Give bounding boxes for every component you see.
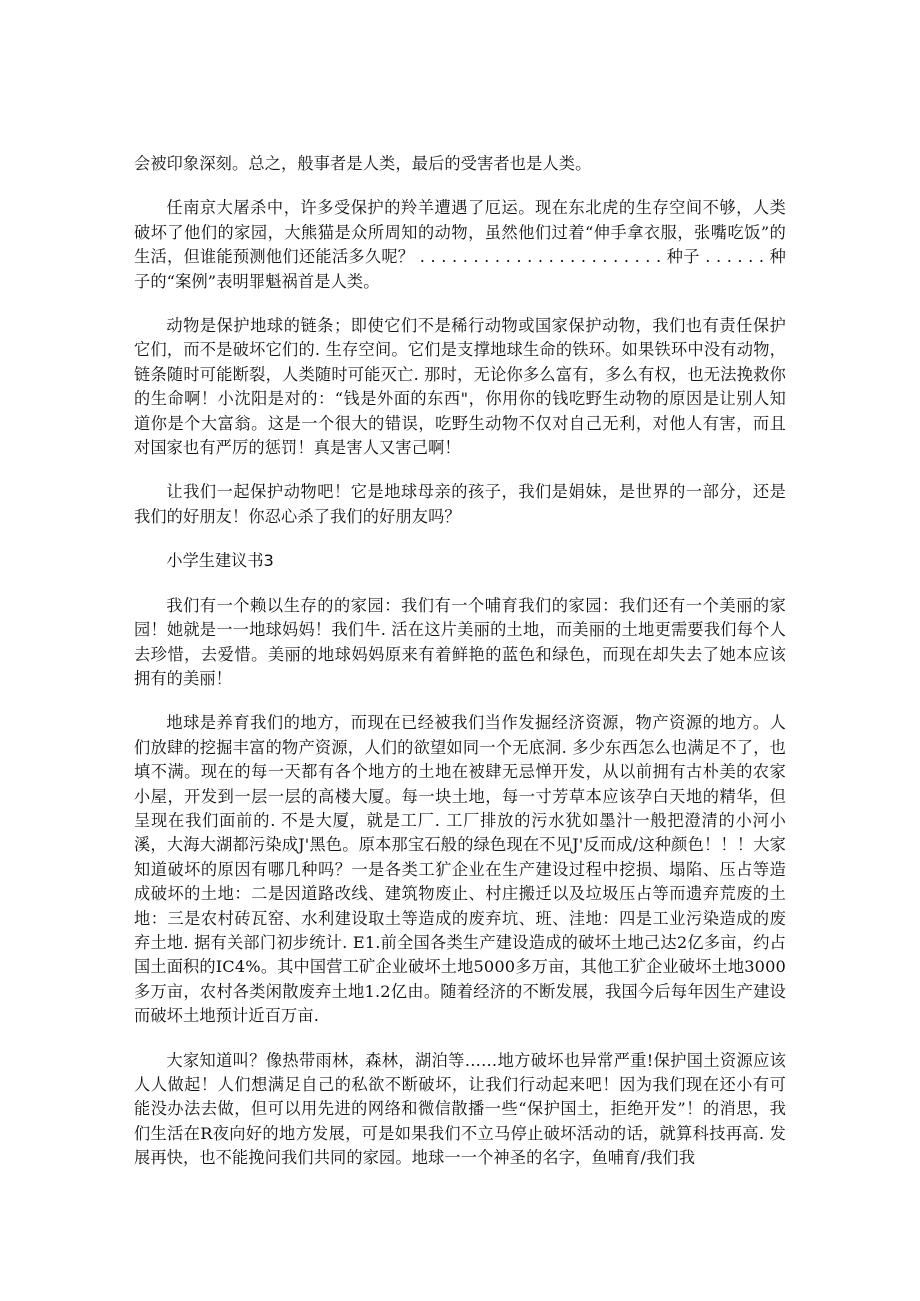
document-page	[134, 152, 786, 1171]
paragraph-5: 我们有一个赖以生存的的家园：我们有一个哺育我们的家园：我们还有一个美丽的家园！她就是一一地球妈妈！我们牛. 活在这片美丽的土地，而美丽的土地更需要我们每个人去珍惜，去爱惜。美丽的地球妈妈原来有着鲜艳的蓝色和绿色，而现在却失去了她本应该拥有的美丽！	[134, 595, 786, 688]
paragraph-4: 让我们一起保护动物吧！它是地球母亲的孩子，我们是娟妹，是世界的一部分，还是我们的好朋友！你忍心杀了我们的好朋友吗？	[134, 482, 786, 526]
paragraph-3: 动物是保护地球的链条；即使它们不是稀行动物或国家保护动物，我们也有责任保护它们，而不是破坏它们的. 生存空间。它们是支撑地球生命的铁环。如果铁环中没有动物，链条随时可能断裂，人类随时可能灭亡. 那时，无论你多么富有，多么有权，也无法挽救你的生命啊！小沈阳是对的：“钱是外面的东西"，你用你的钱吃野生动物的原因是让别人知道你是个大富翁。这是一个很大的错误，吃野生动物不仅对自己无利，对他人有害，而且对国家也有严厉的惩罚！真是害人又害己啊！	[134, 316, 786, 458]
section-title: 小学生建议书3	[166, 551, 274, 571]
paragraph-1: 会被印象深刻。总之，般事者是人类，最后的受害者也是人类。	[134, 154, 592, 173]
paragraph-6: 地球是养育我们的地方，而现在已经被我们当作发掘经济资源，物产资源的地方。人们放肆的挖掘丰富的物产资源，人们的欲望如同一个无底洞. 多少东西怎么也满足不了，也填不满。现在的每一天都有各个地方的土地在被肆无忌惮开发，从以前拥有古朴美的农家小屋，开发到一层一层的高楼大厦。每一块土地，每一寸芳草本应该孕白天地的精华，但呈现在我们面前的. 不是大厦，就是工厂. 工厂排放的污水犹如墨汁一般把澄清的小河小溪，大海大湖都污染成J'黑色。原本那宝石般的绿色现在不见J'反而成/这种颜色！！！大家知道破坏的原因有哪几种吗？一是各类工犷企业在生产建设过程中挖损、塌陷、压占等造成破坏的土地：二是因道路改线、建筑物废止、村庄搬迁以及垃圾压占等而遗弃荒废的土地：三是农村砖瓦窑、水利建设取土等造成的废弃坑、班、洼地：四是工业污染造成的废弃土地. 据有关部门初步统计. E1.前全国各类生产建设造成的破坏土地己达2亿多亩，约占国土面积的IC4%。其中国营工矿企业破坏土地5000多万亩，其他工犷企业破坏土地3000多万亩，农村各类闲散废弃土地1.2亿由。随着经济的不断发展，我国今后每年因生产建设而破坏土地预计近百万亩.	[134, 713, 786, 1026]
paragraph-7: 大家知道叫？像热带雨林，森林，湖泊等……地方破坏也异常严重!保护国土资源应该人人做起！人们想满足自己的私欲不断破坏，让我们行动起来吧！因为我们现在还小有可能没办法去做，但可以用先进的网络和微信散播一些“保护国土，拒绝开发”！的消思，我们生活在R夜向好的地方发展，可是如果我们不立马停止破坏活动的话，就算科技再高. 发展再快，也不能挽问我们共同的家园。地球一一个神圣的名字，鱼哺育/我们我	[134, 1050, 786, 1168]
paragraph-2: 任南京大屠杀中，许多受保护的羚羊遭遇了厄运。现在东北虎的生存空间不够，人类破坏了他们的家园，大熊猫是众所周知的动物，虽然他们过着“伸手拿衣服，张嘴吃饭”的生活，但谁能预测他们还能活多久呢？ . . . . . . . . . . . . . . . . . . . . . . . 种子 . . . . . . 种子的“案例”表明罪魁祸首是人类。	[134, 198, 786, 291]
